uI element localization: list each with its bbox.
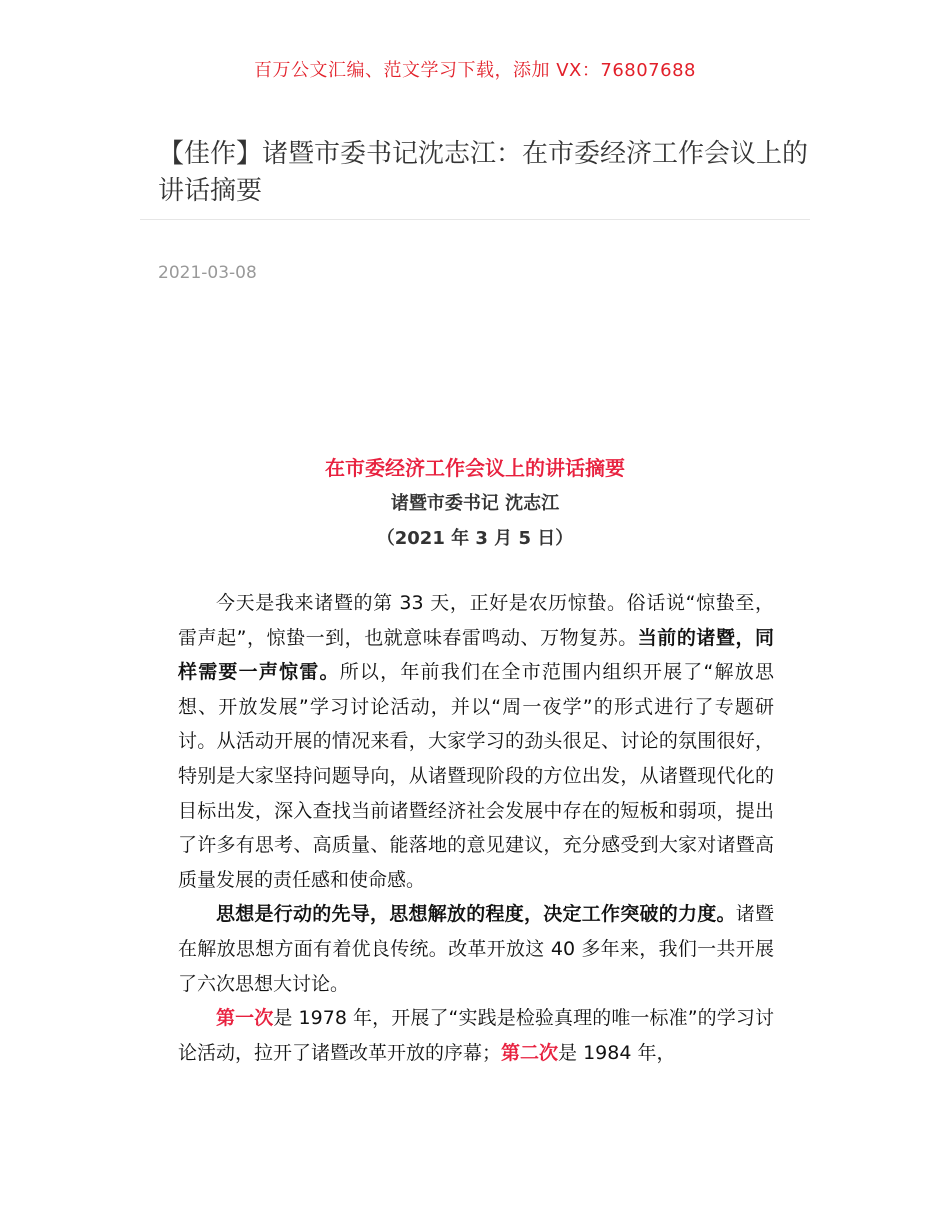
paragraph-1-emphasis: 当前的诸暨，同样需要一声惊雷。 (178, 626, 774, 684)
paragraph-3-first-label: 第一次 (216, 1007, 274, 1030)
speech-author: 诸暨市委书记 沈志江 (390, 493, 560, 514)
paragraph-2-text-b: 诸暨在解放思想方面有着优良传统。改革开放这 40 多年来，我们一共开展了六次思想大讨论。 (178, 903, 774, 995)
speech-date: （2021 年 3 月 5 日） (376, 528, 574, 549)
speech-title: 在市委经济工作会议上的讲话摘要 (325, 456, 625, 480)
promo-banner: 百万公文汇编、范文学习下载，添加 VX：76807688 (254, 60, 696, 81)
paragraph-3-text-b: 是 1978 年，开展了“实践是检验真理的唯一标准”的学习讨论活动，拉开了诸暨改革开放的序幕； (178, 1007, 774, 1064)
article-title: 【佳作】诸暨市委书记沈志江：在市委经济工作会议上的讲话摘要 (158, 139, 809, 206)
title-divider (140, 219, 810, 220)
paragraph-1 (178, 586, 774, 897)
article-date: 2021-03-08 (158, 263, 257, 283)
paragraph-1-text-a: 今天是我来诸暨的第 33 天，正好是农历惊蛰。俗话说“惊蛰至，雷声起”，惊蛰一到，也就意味春雷鸣动、万物复苏。 (178, 592, 774, 649)
article-body (178, 586, 774, 1070)
paragraph-3 (178, 1001, 774, 1070)
paragraph-3-second-label: 第二次 (501, 1041, 559, 1064)
paragraph-1-text-c: 所以，年前我们在全市范围内组织开展了“解放思想、开放发展”学习讨论活动，并以“周一夜学”的形式进行了专题研讨。从活动开展的情况来看，大家学习的劲头很足、讨论的氛围很好，特别是大家坚持问题导向，从诸暨现阶段的方位出发，从诸暨现代化的目标出发，深入查找当前诸暨经济社会发展中存在的短板和弱项，提出了许多有思考、高质量、能落地的意见建议，充分感受到大家对诸暨高质量发展的责任感和使命感。 (178, 661, 774, 891)
paragraph-2-emphasis: 思想是行动的先导，思想解放的程度，决定工作突破的力度。 (216, 903, 736, 926)
paragraph-2 (178, 897, 774, 1001)
paragraph-3-text-d: 是 1984 年， (558, 1041, 676, 1064)
